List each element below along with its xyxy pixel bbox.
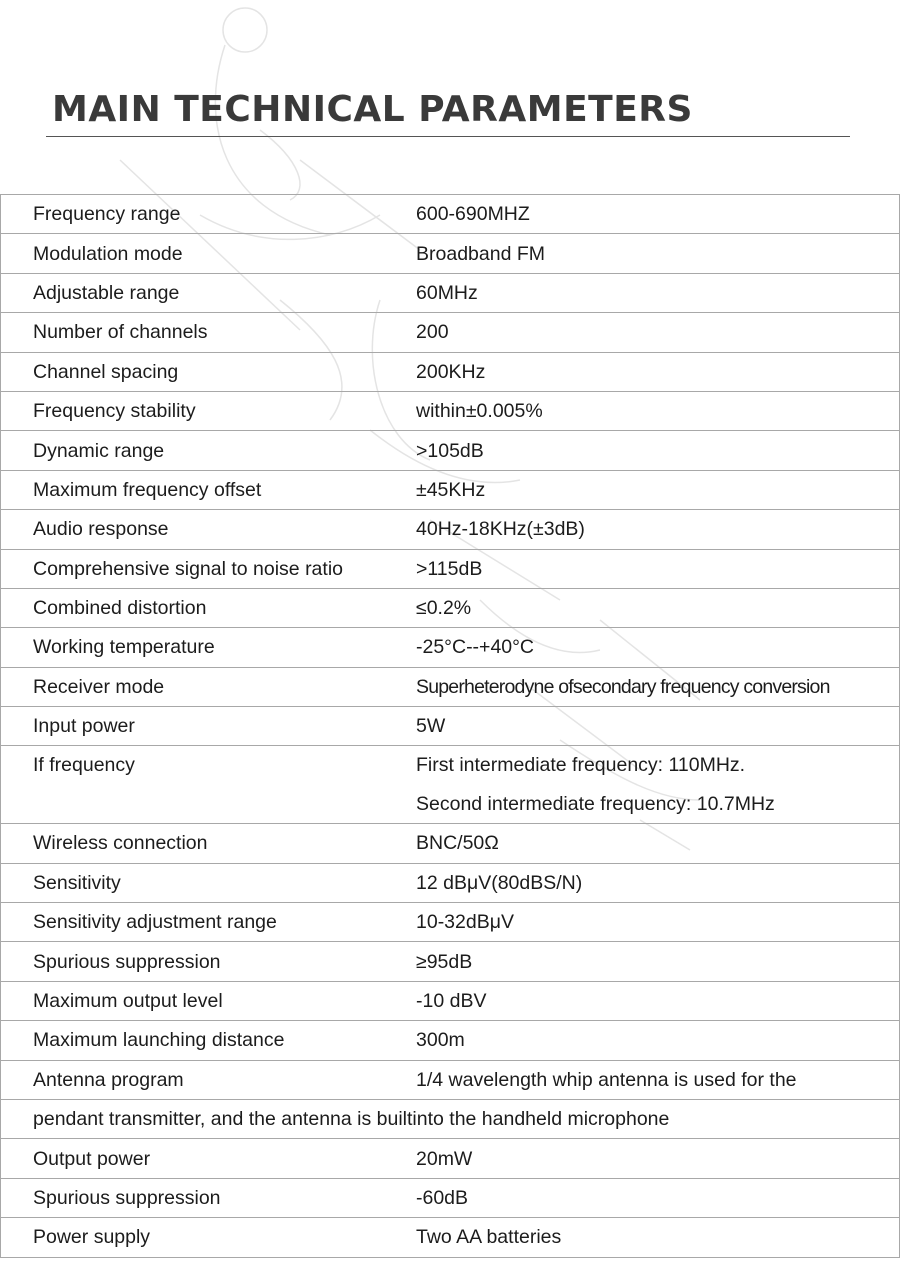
param-value: ±45KHz xyxy=(416,470,900,509)
param-value: 12 dBμV(80dBS/N) xyxy=(416,863,900,902)
table-row xyxy=(1,1218,900,1257)
table-row xyxy=(1,1139,900,1178)
table-row xyxy=(1,1021,900,1060)
param-label: Spurious suppression xyxy=(1,1178,417,1217)
table-row xyxy=(1,746,900,824)
param-value: 60MHz xyxy=(416,273,900,312)
spec-table xyxy=(0,194,900,1258)
param-label: Antenna program xyxy=(1,1060,417,1099)
table-row xyxy=(1,1060,900,1099)
param-value: Two AA batteries xyxy=(416,1218,900,1257)
table-row xyxy=(1,352,900,391)
param-label: Sensitivity xyxy=(1,863,417,902)
param-value: 40Hz-18KHz(±3dB) xyxy=(416,510,900,549)
table-row xyxy=(1,707,900,746)
table-row xyxy=(1,234,900,273)
param-value: Superheterodyne ofsecondary frequency conversion xyxy=(416,667,900,706)
param-value: ≥95dB xyxy=(416,942,900,981)
table-row xyxy=(1,273,900,312)
param-value: 200KHz xyxy=(416,352,900,391)
title-underline xyxy=(46,136,850,137)
param-label: Channel spacing xyxy=(1,352,417,391)
table-row-continuation xyxy=(1,1099,900,1138)
param-value: 300m xyxy=(416,1021,900,1060)
param-value: -25°C--+40°C xyxy=(416,628,900,667)
param-label: Maximum output level xyxy=(1,981,417,1020)
param-label: Number of channels xyxy=(1,313,417,352)
table-row xyxy=(1,549,900,588)
param-value: Broadband FM xyxy=(416,234,900,273)
table-row xyxy=(1,824,900,863)
table-row xyxy=(1,195,900,234)
param-value: -10 dBV xyxy=(416,981,900,1020)
table-row xyxy=(1,981,900,1020)
param-label: Dynamic range xyxy=(1,431,417,470)
table-row xyxy=(1,588,900,627)
table-row xyxy=(1,942,900,981)
table-row xyxy=(1,863,900,902)
param-label: Comprehensive signal to noise ratio xyxy=(1,549,417,588)
table-row xyxy=(1,903,900,942)
param-label: Combined distortion xyxy=(1,588,417,627)
page-title: MAIN TECHNICAL PARAMETERS xyxy=(52,89,693,130)
table-row xyxy=(1,628,900,667)
param-value-line-1: First intermediate frequency: 110MHz. xyxy=(416,754,746,777)
param-label: Frequency stability xyxy=(1,391,417,430)
param-label: Modulation mode xyxy=(1,234,417,273)
param-value: within±0.005% xyxy=(416,391,900,430)
param-value xyxy=(416,746,900,824)
param-value: 1/4 wavelength whip antenna is used for the xyxy=(416,1060,900,1099)
param-label: Wireless connection xyxy=(1,824,417,863)
table-row xyxy=(1,667,900,706)
param-label: Spurious suppression xyxy=(1,942,417,981)
param-value: 200 xyxy=(416,313,900,352)
param-value: BNC/50Ω xyxy=(416,824,900,863)
table-row xyxy=(1,431,900,470)
table-row xyxy=(1,391,900,430)
param-label: Sensitivity adjustment range xyxy=(1,903,417,942)
param-label xyxy=(1,746,417,824)
table-row xyxy=(1,470,900,509)
table-row xyxy=(1,510,900,549)
param-label-text: If frequency xyxy=(33,754,135,777)
param-value: -60dB xyxy=(416,1178,900,1217)
param-label: Adjustable range xyxy=(1,273,417,312)
param-value: ≤0.2% xyxy=(416,588,900,627)
param-label: Working temperature xyxy=(1,628,417,667)
param-label: Receiver mode xyxy=(1,667,417,706)
param-label: Power supply xyxy=(1,1218,417,1257)
param-label: Maximum frequency offset xyxy=(1,470,417,509)
table-row xyxy=(1,313,900,352)
table-row xyxy=(1,1178,900,1217)
param-value-continuation: pendant transmitter, and the antenna is builtinto the handheld microphone xyxy=(1,1099,900,1138)
param-value: 5W xyxy=(416,707,900,746)
param-label: Output power xyxy=(1,1139,417,1178)
param-value: >115dB xyxy=(416,549,900,588)
param-value: 600-690MHZ xyxy=(416,195,900,234)
param-label: Audio response xyxy=(1,510,417,549)
param-value: 20mW xyxy=(416,1139,900,1178)
param-value-line-2: Second intermediate frequency: 10.7MHz xyxy=(416,792,775,815)
param-value: >105dB xyxy=(416,431,900,470)
param-label: Maximum launching distance xyxy=(1,1021,417,1060)
param-label: Frequency range xyxy=(1,195,417,234)
param-label: Input power xyxy=(1,707,417,746)
param-value: 10-32dBμV xyxy=(416,903,900,942)
